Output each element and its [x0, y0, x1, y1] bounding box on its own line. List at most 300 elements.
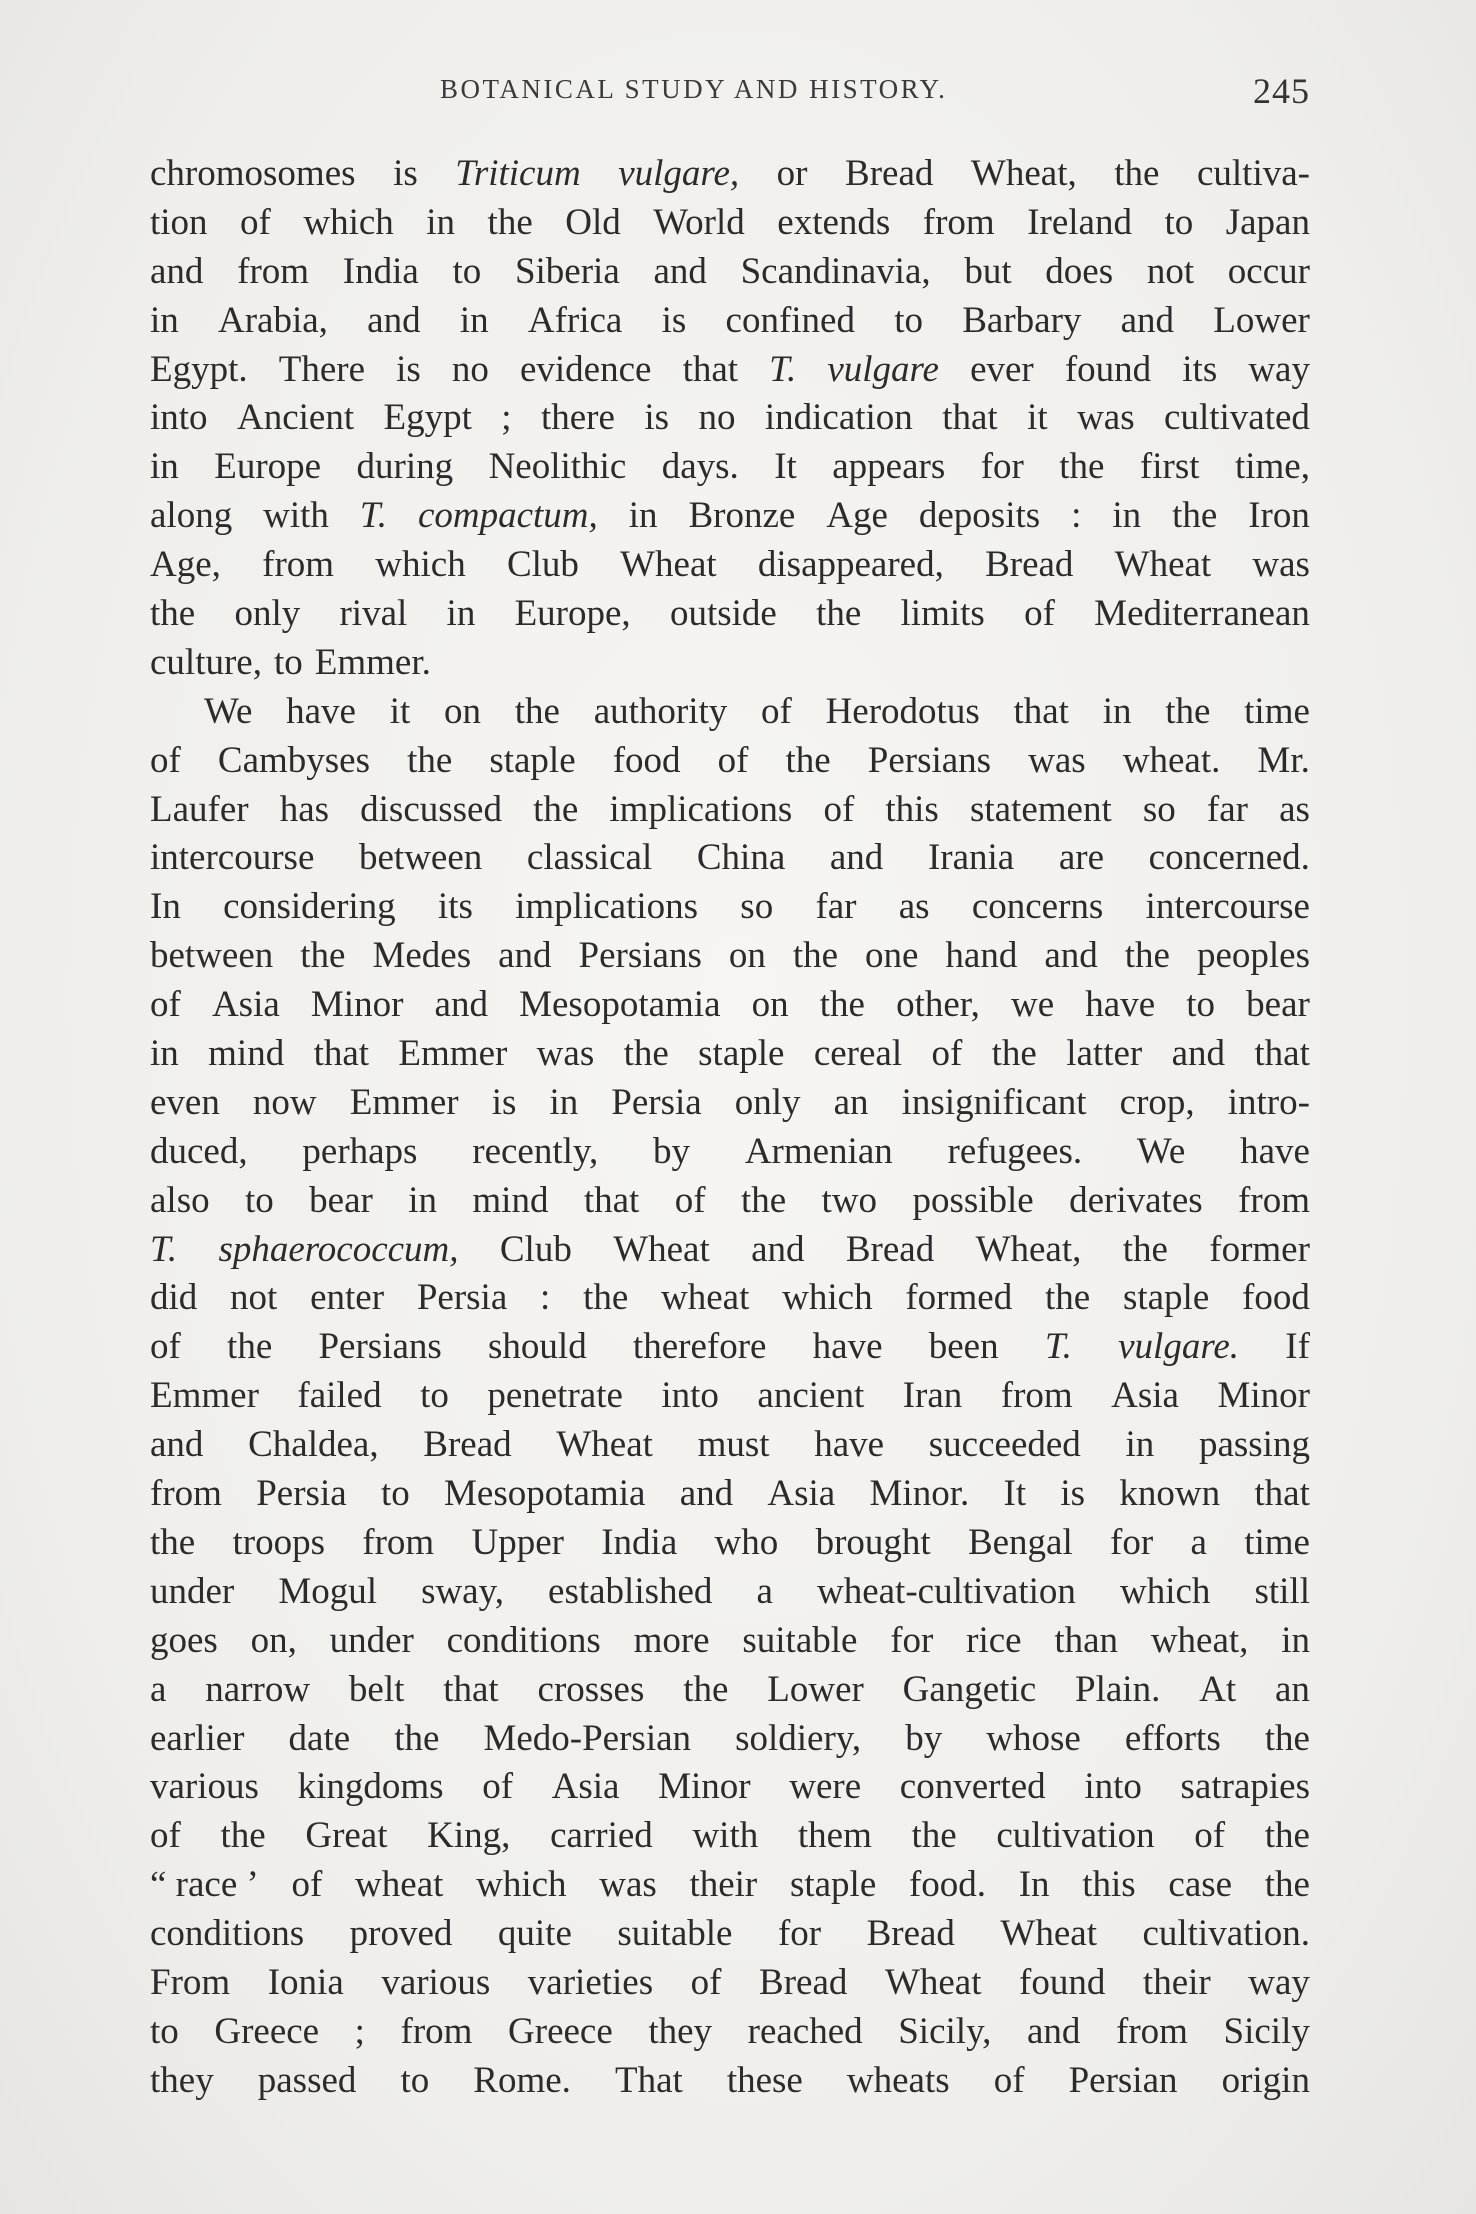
text-line [150, 297, 1310, 346]
word: Laufer [150, 788, 249, 830]
word: That [614, 2059, 683, 2101]
word: and [150, 1424, 204, 1466]
word: wheat-cultivation [816, 1570, 1076, 1612]
word: Egypt [383, 397, 472, 439]
word: Wheat [620, 544, 717, 586]
word: of [993, 2059, 1025, 2101]
word: still [1254, 1570, 1310, 1612]
word: mind [472, 1179, 549, 1221]
word: for [1110, 1521, 1154, 1563]
word: in [150, 299, 179, 341]
word: the [816, 593, 862, 635]
word: intro- [1227, 1081, 1310, 1123]
word: with [692, 1815, 759, 1857]
word: Asia [551, 1766, 620, 1808]
word: to [380, 1473, 410, 1515]
word: crosses [537, 1668, 645, 1710]
word: Arabia, [218, 299, 328, 341]
word: for [777, 1913, 822, 1955]
word: of [482, 1766, 514, 1808]
word: the [911, 1815, 957, 1857]
word: or [776, 153, 808, 194]
word: ancient [757, 1375, 865, 1417]
text-line [150, 1715, 1310, 1764]
word: Sicily, [898, 2010, 992, 2052]
word: to [894, 299, 923, 341]
word: the [514, 690, 560, 732]
word: implications [609, 788, 793, 830]
word: ever [970, 348, 1034, 390]
word: Neolithic [488, 446, 627, 488]
word: soldiery, [735, 1717, 862, 1759]
text-line [150, 1372, 1310, 1421]
word: but [964, 250, 1012, 292]
word: the [1044, 1277, 1091, 1319]
word: staple [698, 1033, 785, 1075]
text-line [150, 932, 1310, 981]
word: cultivation. [1142, 1913, 1310, 1955]
word: of [150, 739, 181, 781]
word: a [1190, 1521, 1207, 1563]
word: cultivated [1164, 397, 1310, 439]
word: Mr. [1257, 739, 1310, 781]
italic-word: T. [359, 495, 387, 537]
word: one [865, 935, 919, 977]
word: their [1142, 1961, 1211, 2003]
word: Chaldea, [248, 1424, 379, 1466]
word: extends [777, 201, 891, 243]
word: : [540, 1277, 551, 1319]
word: duced, [150, 1130, 248, 1172]
word: in [446, 593, 476, 635]
word: tion [150, 201, 208, 243]
word: between [150, 935, 274, 977]
word: staple [789, 1864, 877, 1906]
word: of [761, 690, 792, 732]
word: as [1279, 788, 1310, 830]
word: failed [297, 1375, 382, 1417]
word: Gangetic [902, 1668, 1037, 1710]
word: the [819, 984, 865, 1026]
word: It [774, 446, 797, 488]
italic-word: Triticum [455, 153, 581, 194]
word: there [540, 397, 615, 439]
word: Armenian [744, 1130, 893, 1172]
word: in [1125, 1424, 1155, 1466]
word: classical [526, 837, 653, 879]
word: India [601, 1521, 678, 1563]
word: that [682, 348, 739, 390]
word: in [150, 1033, 179, 1075]
word: the [1114, 153, 1160, 194]
word: In [150, 886, 181, 928]
word: various [381, 1961, 491, 2003]
word: Ireland [1027, 201, 1132, 243]
italic-word: vulgare. [1118, 1326, 1240, 1368]
word: rice [966, 1619, 1022, 1661]
word: first [1139, 446, 1200, 488]
word: no [698, 397, 736, 439]
word: the [394, 1717, 440, 1759]
word: implications [515, 886, 699, 928]
word: It [1003, 1473, 1027, 1515]
word: the [1124, 935, 1170, 977]
text-line [150, 248, 1310, 297]
word: cultivation [996, 1815, 1155, 1857]
word: culture, [150, 641, 262, 683]
word: no [451, 348, 489, 390]
word: rival [339, 593, 408, 635]
word: Wheat [556, 1424, 653, 1466]
word: Herodotus [825, 690, 980, 732]
word: of [931, 1033, 963, 1075]
word: the [227, 1326, 273, 1368]
word: of [1194, 1815, 1226, 1857]
word: the [1264, 1815, 1310, 1857]
word: Mesopotamia [519, 984, 721, 1026]
word: Mediterranean [1094, 593, 1310, 635]
word: and [1120, 299, 1175, 341]
word: the [533, 788, 579, 830]
word: enter [310, 1277, 385, 1319]
word: Bread [759, 1961, 848, 2003]
word: reached [747, 2010, 863, 2052]
word: that [1013, 690, 1069, 732]
text-line [150, 1519, 1310, 1568]
word: Barbary [962, 299, 1082, 341]
word: Wheat [613, 1228, 710, 1270]
word: staple [489, 739, 576, 781]
running-head [150, 70, 1310, 114]
word: in [150, 446, 179, 488]
word: which [782, 1277, 873, 1319]
text-line [150, 346, 1310, 395]
word: that [313, 1033, 370, 1075]
word: in [1102, 690, 1132, 732]
text-line [150, 1959, 1310, 2008]
word: way [1248, 1961, 1310, 2003]
word: time, [1234, 446, 1310, 488]
word: deposits [918, 495, 1041, 537]
word: even [150, 1081, 220, 1123]
word: Rome. [473, 2059, 571, 2101]
word: Bread [985, 544, 1074, 586]
text-line [150, 1861, 1310, 1910]
word: Bread [866, 1913, 955, 1955]
word: other, [896, 984, 980, 1026]
word: in [459, 299, 489, 341]
word: from [400, 2010, 473, 2052]
word: in [1281, 1619, 1310, 1661]
word: not [1146, 250, 1195, 292]
word: two [821, 1179, 878, 1221]
word: of [150, 1326, 181, 1368]
word: also [150, 1179, 210, 1221]
word: Minor [1217, 1375, 1310, 1417]
word: was [1252, 544, 1310, 586]
word: should [488, 1326, 587, 1368]
word: kingdoms [297, 1766, 444, 1808]
word: under [329, 1619, 414, 1661]
word: that [1254, 1473, 1310, 1515]
word: of [291, 1864, 323, 1906]
word: of [150, 984, 181, 1026]
word: derivates [1069, 1179, 1203, 1221]
text-line [150, 737, 1310, 786]
word: Age, [150, 544, 221, 586]
word: the [583, 1277, 629, 1319]
word: Persian [1068, 2059, 1178, 2101]
text-line [150, 199, 1310, 248]
word: the [300, 935, 346, 977]
word: Minor [658, 1766, 751, 1808]
word: the [683, 1668, 729, 1710]
word: former [1209, 1228, 1310, 1270]
word: on [444, 690, 482, 732]
text-line [150, 2008, 1310, 2057]
word: Persia [256, 1473, 347, 1515]
running-title: BOTANICAL STUDY AND HISTORY. [440, 74, 948, 104]
word: from [1000, 1375, 1073, 1417]
word: which [303, 201, 394, 243]
word: more [633, 1619, 710, 1661]
word: is [1060, 1473, 1086, 1515]
italic-word: T. [769, 348, 797, 390]
word: is [393, 153, 418, 194]
word: Mesopotamia [444, 1473, 646, 1515]
word: in [549, 1081, 579, 1123]
word: by [905, 1717, 943, 1759]
word: must [697, 1424, 770, 1466]
word: only [234, 593, 301, 635]
word: have [1240, 1130, 1310, 1172]
word: and [1171, 1033, 1226, 1075]
word: found [1064, 348, 1152, 390]
text-line [150, 639, 1310, 688]
italic-word: T. [150, 1228, 178, 1270]
word: of [690, 1961, 722, 2003]
word: quite [497, 1913, 572, 1955]
word: and [150, 250, 204, 292]
word: suitable [742, 1619, 858, 1661]
word: to [420, 1375, 449, 1417]
word: this [885, 788, 939, 830]
word: were [789, 1766, 862, 1808]
word: and [653, 250, 707, 292]
word: whose [986, 1717, 1081, 1759]
word: Bronze [688, 495, 796, 537]
text-line [150, 1030, 1310, 1079]
word: been [928, 1326, 999, 1368]
italic-word: T. [1044, 1326, 1072, 1368]
word: and [367, 299, 421, 341]
word: insignificant [901, 1081, 1087, 1123]
word: Bengal [967, 1521, 1073, 1563]
word: on, [250, 1619, 297, 1661]
word: proved [349, 1913, 453, 1955]
word: Persians [578, 935, 702, 977]
word: Old [565, 201, 621, 243]
word: Upper [471, 1521, 564, 1563]
word: and [1044, 935, 1098, 977]
word: discussed [360, 788, 502, 830]
text-line [150, 1274, 1310, 1323]
page-number: 245 [1253, 71, 1310, 111]
word: outside [669, 593, 777, 635]
word: hand [945, 935, 1018, 977]
body-text [150, 150, 1310, 2106]
word: perhaps [302, 1130, 418, 1172]
word: Emmer [398, 1033, 508, 1075]
word: from [362, 1521, 435, 1563]
word: as [898, 886, 930, 928]
word: have [814, 1424, 885, 1466]
word: We [204, 690, 253, 732]
text-line [150, 1128, 1310, 1177]
word: established [548, 1570, 713, 1612]
word: the [150, 1521, 196, 1563]
word: Iron [1248, 495, 1310, 537]
word: cultiva- [1196, 153, 1310, 194]
word: the [220, 1815, 266, 1857]
italic-word: sphaerococcum, [218, 1228, 459, 1270]
word: date [288, 1717, 351, 1759]
word: known [1119, 1473, 1221, 1515]
word: from [1238, 1179, 1310, 1221]
text-line [150, 1079, 1310, 1128]
word: Ionia [267, 1961, 344, 2003]
word: peoples [1196, 935, 1310, 977]
word: have [286, 690, 356, 732]
word: along [150, 495, 233, 537]
word: refugees. [947, 1130, 1083, 1172]
word: the [487, 201, 533, 243]
word: is [661, 299, 687, 341]
word: Africa [527, 299, 623, 341]
word: the [623, 1033, 669, 1075]
word: from [237, 250, 310, 292]
word: Asia [211, 984, 280, 1026]
word: case [1168, 1864, 1233, 1906]
word: passing [1198, 1424, 1310, 1466]
word: from [262, 544, 335, 586]
word: food. [908, 1864, 987, 1906]
word: goes [150, 1619, 218, 1661]
word: Asia [767, 1473, 836, 1515]
word: into [150, 397, 208, 439]
word: to [1164, 201, 1194, 243]
word: of [240, 201, 271, 243]
word: time [1244, 1521, 1310, 1563]
word: for [890, 1619, 934, 1661]
word: Persians [318, 1326, 442, 1368]
word: Plain. [1075, 1668, 1161, 1710]
word: that [583, 1179, 640, 1221]
word: staple [1122, 1277, 1210, 1319]
word: Greece [214, 2010, 320, 2052]
word: Emmer [349, 1081, 459, 1123]
word: From [150, 1961, 231, 2003]
word: the [740, 1179, 787, 1221]
word: Wheat, [975, 1228, 1082, 1270]
word: belt [348, 1668, 405, 1710]
word: suitable [617, 1913, 733, 1955]
word: cereal [813, 1033, 903, 1075]
word: King, [427, 1815, 511, 1857]
word: into [1084, 1766, 1142, 1808]
word: an [833, 1081, 869, 1123]
word: the [785, 739, 831, 781]
word: and [679, 1473, 734, 1515]
word: and [751, 1228, 805, 1270]
word: the [792, 935, 839, 977]
word: was [536, 1033, 595, 1075]
word: Mogul [278, 1570, 377, 1612]
word: the [1165, 690, 1211, 732]
word: ; [354, 2010, 365, 2052]
word: time [1244, 690, 1310, 732]
word: to [400, 2059, 430, 2101]
text-line [150, 394, 1310, 443]
word: possible [912, 1179, 1034, 1221]
word: mind [208, 1033, 285, 1075]
word: Japan [1225, 201, 1310, 243]
word: Ancient [236, 397, 355, 439]
word: Scandinavia, [740, 250, 931, 292]
text-line [150, 1812, 1310, 1861]
word: its [437, 886, 473, 928]
word: these [726, 2059, 803, 2101]
word: earlier [150, 1717, 245, 1759]
word: Medes [372, 935, 472, 977]
word: the [1172, 495, 1218, 537]
word: Emmer [150, 1375, 259, 1417]
word: Wheat, [970, 153, 1077, 194]
word: In [1018, 1864, 1050, 1906]
text-line [150, 443, 1310, 492]
word: “ race ’ [150, 1864, 259, 1906]
text-line [150, 981, 1310, 1030]
word: was [599, 1864, 657, 1906]
word: limits [900, 593, 985, 635]
word: did [150, 1277, 198, 1319]
text-line [150, 1177, 1310, 1226]
word: of [150, 1815, 181, 1857]
word: Egypt. [150, 348, 248, 390]
word: Lower [767, 1668, 864, 1710]
word: carried [550, 1815, 653, 1857]
word: confined [725, 299, 855, 341]
word: indication [764, 397, 913, 439]
word: the [1122, 1228, 1168, 1270]
text-line [150, 1421, 1310, 1470]
text-line [150, 1910, 1310, 1959]
word: and [434, 984, 488, 1026]
word: days. [661, 446, 739, 488]
italic-word: vulgare [827, 348, 939, 390]
word: wheat, [1150, 1619, 1249, 1661]
word: and [1027, 2010, 1081, 2052]
word: now [252, 1081, 317, 1123]
text-line [150, 883, 1310, 932]
word: Club [506, 544, 579, 586]
word: they [150, 2059, 214, 2101]
word: it [389, 690, 411, 732]
word: India [342, 250, 419, 292]
word: of [674, 1179, 706, 1221]
word: food [612, 739, 681, 781]
word: from [150, 1473, 222, 1515]
